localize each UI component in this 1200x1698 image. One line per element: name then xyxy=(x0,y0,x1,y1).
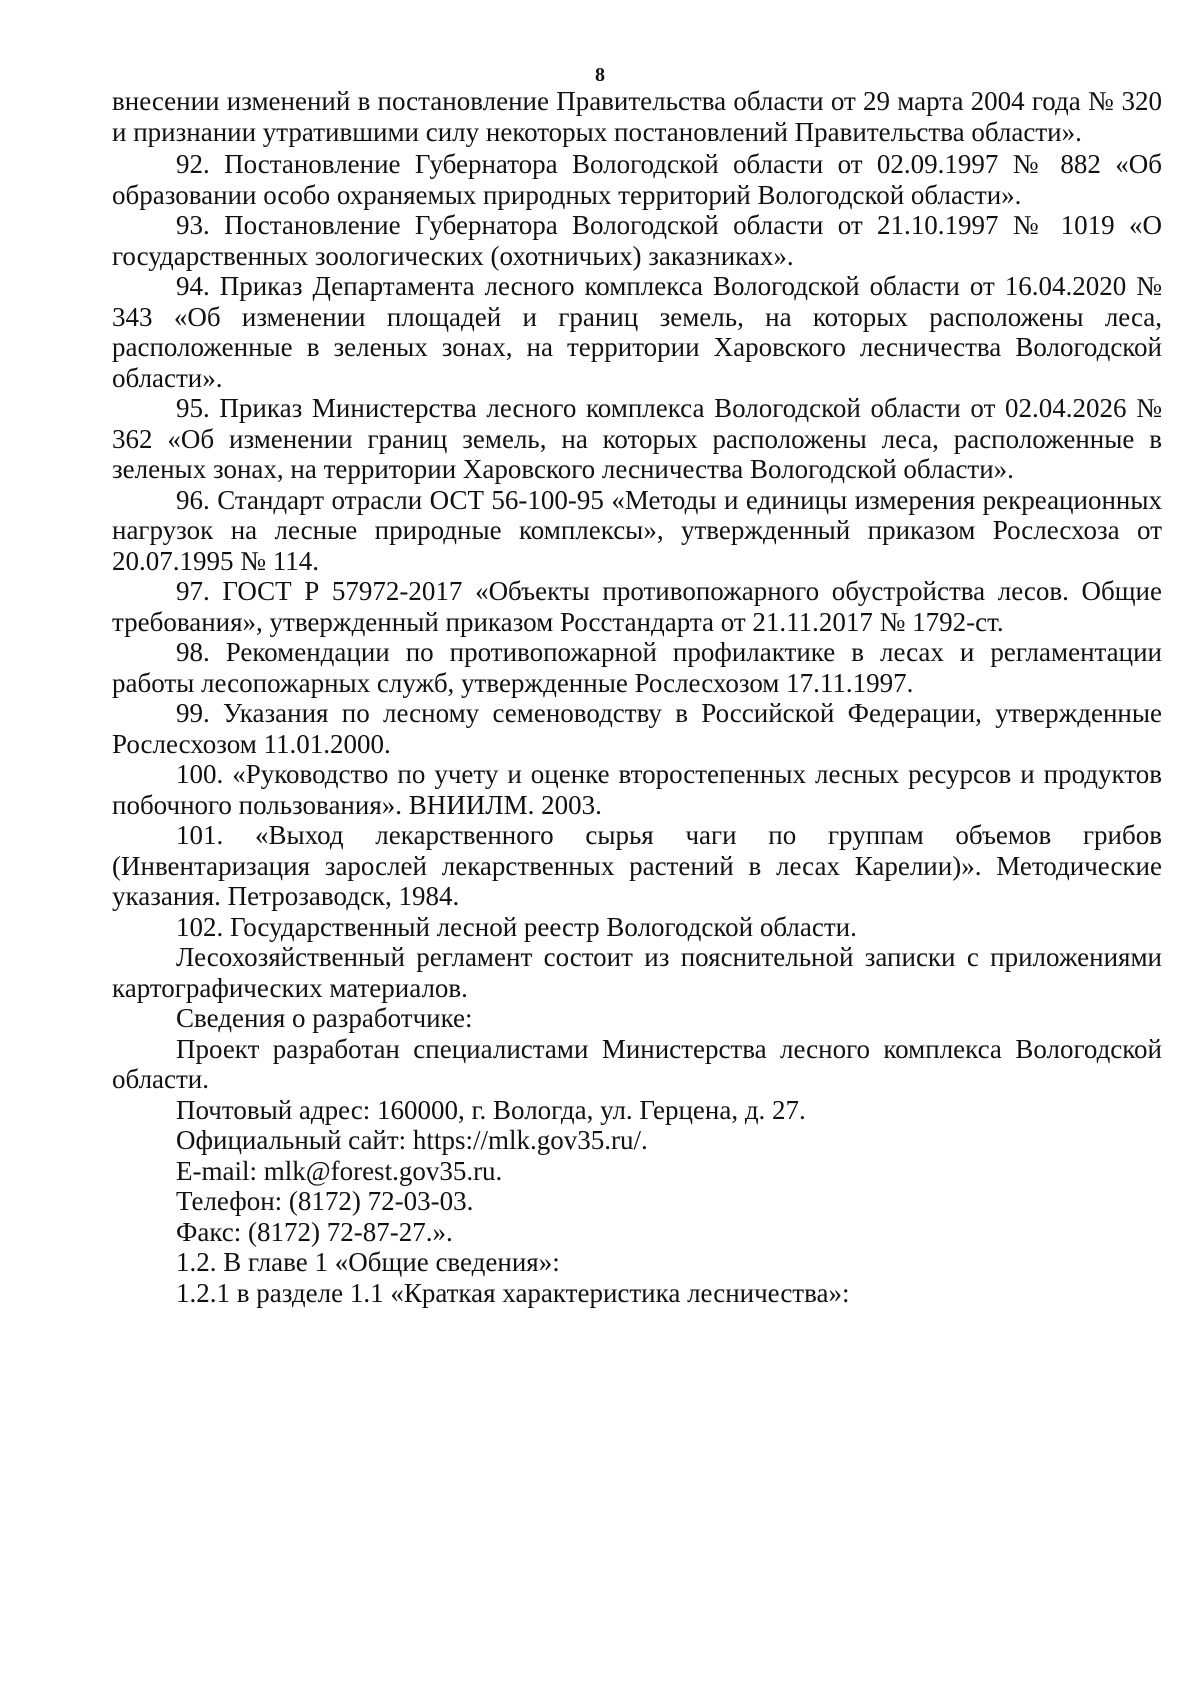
section-1-2: 1.2. В главе 1 «Общие сведения»: xyxy=(176,1247,560,1277)
section-1-2-1: 1.2.1 в разделе 1.1 «Краткая характеристика лесничества»: xyxy=(176,1277,850,1308)
postal-address: Почтовый адрес: 160000, г. Вологда, ул. Герцена, д. 27. xyxy=(176,1094,806,1125)
page-number: 8 xyxy=(595,64,605,86)
paragraph-continuation: внесении изменений в постановление Правительства области от 29 марта 2004 года № 320 и признании утратившими силу некоторых постановлений Правительства области». xyxy=(112,86,1162,147)
list-item-98: 98. Рекомендации по противопожарной профилактике в лесах и регламентации работы лесопожарных служб, утвержденные Рослесхозом 17.11.1997. xyxy=(112,637,1162,698)
list-item-100: 100. «Руководство по учету и оценке второстепенных лесных ресурсов и продуктов побочного пользования». ВНИИЛМ. 2003. xyxy=(112,759,1162,820)
developer-info-text: Проект разработан специалистами Министерства лесного комплекса Вологодской области. xyxy=(112,1033,1162,1094)
list-item-94: 94. Приказ Департамента лесного комплекса Вологодской области от 16.04.2020 № 343 «Об изменении площадей и границ земель, на которых расположены леса, расположенные в зеленых зонах, на территории Харовского лесничества Вологодской области». xyxy=(112,271,1162,393)
developer-info-heading: Сведения о разработчике: xyxy=(176,1003,473,1033)
official-website: Официальный сайт: https://mlk.gov35.ru/. xyxy=(176,1125,648,1155)
list-item-101: 101. «Выход лекарственного сырья чаги по группам объемов грибов (Инвентаризация зарослей лекарственных растений в лесах Карелии)». Методические указания. Петрозаводск, 1984. xyxy=(112,820,1162,911)
list-item-92: 92. Постановление Губернатора Вологодской области от 02.09.1997 № 882 «Об образовании особо охраняемых природных территорий Вологодской области». xyxy=(112,149,1162,210)
list-item-93: 93. Постановление Губернатора Вологодской области от 21.10.1997 № 1019 «О государственных зоологических (охотничьих) заказниках». xyxy=(112,210,1162,271)
document-body xyxy=(112,86,1162,1308)
fax-number: Факс: (8172) 72-87-27.». xyxy=(176,1216,453,1247)
list-item-99: 99. Указания по лесному семеноводству в Российской Федерации, утвержденные Рослесхозом 11.01.2000. xyxy=(112,698,1162,759)
phone-number: Телефон: (8172) 72-03-03. xyxy=(176,1186,474,1216)
list-item-95: 95. Приказ Министерства лесного комплекса Вологодской области от 02.04.2026 № 362 «Об изменении границ земель, на которых расположены леса, расположенные в зеленых зонах, на территории Харовского лесничества Вологодской области». xyxy=(112,393,1162,484)
list-item-96: 96. Стандарт отрасли ОСТ 56-100-95 «Методы и единицы измерения рекреационных нагрузок на лесные природные комплексы», утвержденный приказом Рослесхоза от 20.07.1995 № 114. xyxy=(112,484,1162,576)
list-item-102: 102. Государственный лесной реестр Вологодской области. xyxy=(176,911,857,942)
regulation-composition: Лесохозяйственный регламент состоит из пояснительной записки с приложениями картографических материалов. xyxy=(112,942,1162,1003)
email-address: E-mail: mlk@forest.gov35.ru. xyxy=(176,1155,503,1186)
list-item-97: 97. ГОСТ Р 57972-2017 «Объекты противопожарного обустройства лесов. Общие требования», утвержденный приказом Росстандарта от 21.11.2017 № 1792-ст. xyxy=(112,576,1162,637)
